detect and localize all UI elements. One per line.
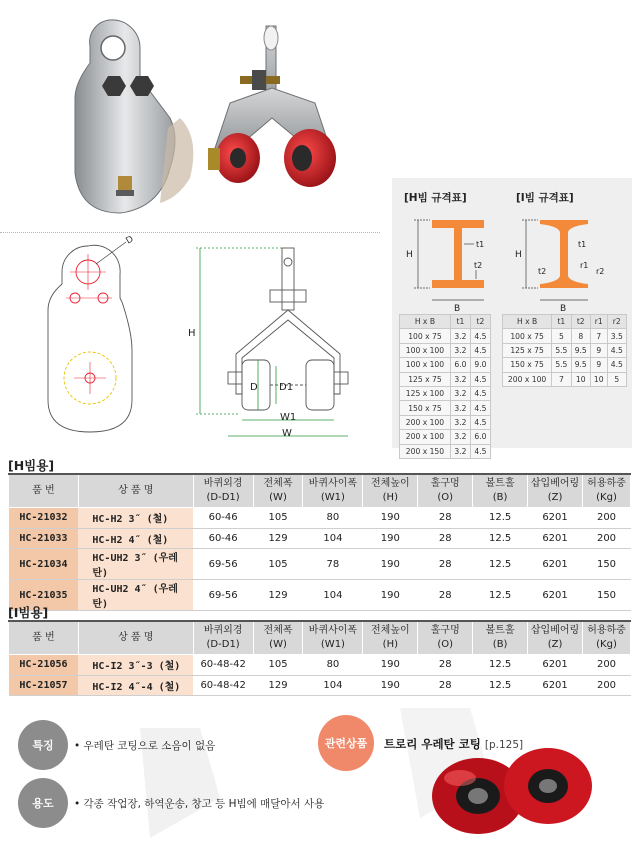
- table-cell: 6201: [528, 655, 583, 676]
- i-beam-section-label: [I빔용]: [8, 605, 49, 620]
- spec-cell: 3.5: [607, 329, 626, 343]
- header-unit: (Kg): [596, 492, 617, 503]
- table-cell: 200: [583, 508, 631, 529]
- header-unit: (Z): [547, 492, 563, 503]
- table-cell: 28: [418, 549, 473, 580]
- spec-cell: 9.0: [470, 358, 490, 372]
- product-code: HC-21034: [9, 549, 79, 580]
- spec-cell: 125 x 75: [400, 372, 451, 386]
- table-header-cell: [363, 621, 418, 655]
- h-beam-h-label: H: [406, 250, 413, 260]
- spec-cell: 7: [590, 329, 607, 343]
- h-beam-spec-table: [399, 314, 491, 459]
- spec-cell: 125 x 100: [400, 386, 451, 400]
- i-beam-diagram: [515, 220, 604, 314]
- table-header-cell: [78, 474, 193, 508]
- h-beam-spec-title: [H빔 규격표]: [404, 192, 467, 204]
- spec-row: [503, 343, 627, 357]
- table-header-cell: [9, 621, 79, 655]
- header-label: 볼트홀: [485, 478, 515, 489]
- header-label: 상 품 명: [118, 485, 154, 496]
- table-cell: 200: [583, 655, 631, 676]
- header-label: 전체높이: [371, 625, 410, 636]
- spec-cell: 125 x 75: [503, 343, 552, 357]
- table-header-cell: [253, 621, 303, 655]
- spec-cell: 3.2: [450, 386, 470, 400]
- spec-cell: 3.2: [450, 415, 470, 429]
- spec-cell: 3.2: [450, 401, 470, 415]
- spec-header-cell: t1: [552, 315, 571, 329]
- table-cell: 129: [253, 675, 303, 696]
- spec-cell: 5: [607, 372, 626, 386]
- spec-cell: 3.2: [450, 329, 470, 343]
- table-cell: 129: [253, 580, 303, 611]
- header-unit: (O): [437, 492, 454, 503]
- related-title-text: 트로리 우레탄 코팅: [384, 737, 481, 751]
- spec-cell: 5.5: [552, 343, 571, 357]
- beam-diagrams: [392, 206, 632, 314]
- table-cell: 104: [303, 675, 363, 696]
- table-header-cell: [583, 474, 631, 508]
- header-label: 품 번: [32, 485, 55, 496]
- table-cell: 105: [253, 508, 303, 529]
- table-cell: 28: [418, 655, 473, 676]
- table-cell: 28: [418, 528, 473, 549]
- product-code: HC-21056: [9, 655, 79, 676]
- spec-cell: 4.5: [470, 415, 490, 429]
- spec-cell: 4.5: [470, 372, 490, 386]
- spec-cell: 4.5: [470, 329, 490, 343]
- table-header-cell: [473, 474, 528, 508]
- header-label: 상 품 명: [118, 632, 154, 643]
- drawing-w-label: W: [282, 428, 292, 439]
- table-header-cell: [418, 621, 473, 655]
- table-cell: 28: [418, 675, 473, 696]
- table-cell: 28: [418, 580, 473, 611]
- table-cell: 105: [253, 549, 303, 580]
- spec-cell: 3.2: [450, 444, 470, 458]
- h-beam-b-label: B: [454, 304, 461, 314]
- table-cell: 150: [583, 580, 631, 611]
- spec-cell: 9.5: [571, 343, 590, 357]
- related-page-ref: [p.125]: [484, 739, 524, 751]
- header-label: 바퀴외경: [203, 478, 243, 489]
- spec-cell: 4.5: [607, 343, 626, 357]
- table-cell: 190: [363, 528, 418, 549]
- table-cell: 190: [363, 508, 418, 529]
- i-beam-spec-title: [I빔 규격표]: [516, 192, 574, 204]
- table-cell: 60-46: [193, 528, 253, 549]
- table-row: [9, 528, 631, 549]
- i-beam-t2-label: t2: [538, 267, 547, 276]
- header-unit: (W): [269, 492, 287, 503]
- header-label: 허용하중: [587, 625, 626, 636]
- table-cell: 69-56: [193, 580, 253, 611]
- spec-header-cell: H x B: [400, 315, 451, 329]
- header-unit: (B): [492, 639, 508, 650]
- drawing-h-label: H: [188, 328, 196, 339]
- header-label: 홀구멍: [430, 478, 460, 489]
- table-cell: 12.5: [473, 675, 528, 696]
- spec-cell: 200 x 100: [503, 372, 552, 386]
- related-title: [384, 736, 523, 752]
- table-header-cell: [193, 621, 253, 655]
- spec-header-cell: r1: [590, 315, 607, 329]
- product-code: HC-21057: [9, 675, 79, 696]
- spec-row: [400, 386, 491, 400]
- header-unit: (H): [382, 639, 398, 650]
- table-row: [9, 580, 631, 611]
- spec-cell: 4.5: [607, 358, 626, 372]
- header-unit: (H): [382, 492, 398, 503]
- i-beam-h-label: H: [515, 250, 522, 260]
- header-unit: (W1): [320, 492, 345, 503]
- spec-cell: 100 x 75: [400, 329, 451, 343]
- spec-cell: 100 x 100: [400, 358, 451, 372]
- product-code: HC-21032: [9, 508, 79, 529]
- header-label: 전체높이: [371, 478, 410, 489]
- header-label: 홀구멍: [430, 625, 460, 636]
- spec-header-cell: H x B: [503, 315, 552, 329]
- h-beam-product-table: [8, 473, 631, 611]
- table-header-cell: [78, 621, 193, 655]
- product-name: HC-H2 3˝ (철): [78, 508, 193, 529]
- header-label: 바퀴사이폭: [308, 478, 358, 489]
- spec-cell: 200 x 100: [400, 415, 451, 429]
- spec-cell: 8: [571, 329, 590, 343]
- table-cell: 104: [303, 580, 363, 611]
- header-label: 전체폭: [263, 625, 293, 636]
- h-beam-section-label: [H빔용]: [8, 458, 55, 473]
- i-beam-product-table: [8, 620, 631, 696]
- product-code: HC-21033: [9, 528, 79, 549]
- header-unit: (B): [492, 492, 508, 503]
- table-cell: 190: [363, 675, 418, 696]
- header-unit: (W): [269, 639, 287, 650]
- table-cell: 6201: [528, 549, 583, 580]
- spec-row: [400, 415, 491, 429]
- dia-label: D: [124, 234, 136, 247]
- table-cell: 190: [363, 549, 418, 580]
- header-label: 볼트홀: [485, 625, 515, 636]
- header-label: 삽입베어링: [530, 478, 580, 489]
- product-code: HC-21035: [9, 580, 79, 611]
- header-unit: (O): [437, 639, 454, 650]
- table-header-cell: [528, 474, 583, 508]
- header-label: 허용하중: [587, 478, 626, 489]
- table-row: [9, 508, 631, 529]
- product-name: HC-H2 4˝ (철): [78, 528, 193, 549]
- h-beam-diagram: [406, 220, 484, 314]
- beam-spec-panel: [392, 178, 632, 456]
- table-row: [9, 675, 631, 696]
- bottom-background: [0, 708, 639, 857]
- i-beam-b-label: B: [560, 304, 567, 314]
- table-header-cell: [418, 474, 473, 508]
- spec-header-cell: r2: [607, 315, 626, 329]
- table-cell: 28: [418, 508, 473, 529]
- table-cell: 60-46: [193, 508, 253, 529]
- product-name: HC-I2 4˝-4 (철): [78, 675, 193, 696]
- table-header-cell: [303, 621, 363, 655]
- product-name: HC-I2 3˝-3 (철): [78, 655, 193, 676]
- spec-cell: 9: [590, 343, 607, 357]
- table-cell: 105: [253, 655, 303, 676]
- spec-cell: 200 x 100: [400, 430, 451, 444]
- trolley-photo: [40, 8, 360, 223]
- i-beam-spec-table: [502, 314, 627, 387]
- table-cell: 69-56: [193, 549, 253, 580]
- table-header-cell: [583, 621, 631, 655]
- spec-cell: 6.0: [470, 430, 490, 444]
- spec-cell: 150 x 75: [400, 401, 451, 415]
- header-label: 바퀴외경: [203, 625, 243, 636]
- spec-cell: 10: [571, 372, 590, 386]
- table-cell: 78: [303, 549, 363, 580]
- header-unit: (Kg): [596, 639, 617, 650]
- table-header-cell: [193, 474, 253, 508]
- spec-cell: 9: [590, 358, 607, 372]
- spec-row: [400, 372, 491, 386]
- spec-cell: 4.5: [470, 386, 490, 400]
- spec-row: [400, 401, 491, 415]
- spec-row: [400, 444, 491, 458]
- spec-cell: 200 x 150: [400, 444, 451, 458]
- i-beam-r2-label: r2: [596, 267, 605, 276]
- header-label: 삽입베어링: [530, 625, 580, 636]
- spec-row: [503, 372, 627, 386]
- table-cell: 190: [363, 655, 418, 676]
- header-unit: (D-D1): [206, 639, 240, 650]
- header-label: 바퀴사이폭: [308, 625, 358, 636]
- header-unit: (D-D1): [206, 492, 240, 503]
- table-cell: 12.5: [473, 655, 528, 676]
- spec-header-cell: t2: [470, 315, 490, 329]
- technical-drawings: [0, 232, 385, 450]
- spec-cell: 10: [590, 372, 607, 386]
- spec-cell: 4.5: [470, 401, 490, 415]
- features-badge: 특징: [18, 720, 68, 770]
- table-cell: 190: [363, 580, 418, 611]
- table-header-cell: [303, 474, 363, 508]
- spec-cell: 9.5: [571, 358, 590, 372]
- spec-row: [400, 343, 491, 357]
- drawing-d-label: D: [250, 382, 258, 393]
- usage-badge: 용도: [18, 778, 68, 828]
- table-cell: 12.5: [473, 508, 528, 529]
- spec-header-cell: t2: [571, 315, 590, 329]
- table-cell: 6201: [528, 528, 583, 549]
- table-cell: 200: [583, 675, 631, 696]
- spec-header-cell: t1: [450, 315, 470, 329]
- table-cell: 12.5: [473, 580, 528, 611]
- i-beam-r1-label: r1: [580, 261, 589, 270]
- product-name: HC-UH2 3˝ (우레탄): [78, 549, 193, 580]
- spec-cell: 6.0: [450, 358, 470, 372]
- h-beam-t1-label: t1: [476, 240, 485, 249]
- spec-cell: 7: [552, 372, 571, 386]
- table-cell: 6201: [528, 580, 583, 611]
- table-cell: 12.5: [473, 528, 528, 549]
- header-label: 전체폭: [263, 478, 293, 489]
- features-text: • 우레탄 코팅으로 소음이 없음: [74, 740, 216, 752]
- related-badge: 관련상품: [318, 715, 374, 771]
- spec-cell: 100 x 100: [400, 343, 451, 357]
- header-unit: (Z): [547, 639, 563, 650]
- table-cell: 6201: [528, 508, 583, 529]
- spec-cell: 4.5: [470, 444, 490, 458]
- table-cell: 200: [583, 528, 631, 549]
- spec-cell: 4.5: [470, 343, 490, 357]
- table-header-cell: [473, 621, 528, 655]
- table-cell: 12.5: [473, 549, 528, 580]
- table-header-cell: [9, 474, 79, 508]
- header-label: 품 번: [32, 632, 55, 643]
- table-row: [9, 549, 631, 580]
- spec-cell: 5.5: [552, 358, 571, 372]
- table-header-cell: [363, 474, 418, 508]
- drawing-d1-label: D1: [279, 382, 294, 393]
- spec-row: [400, 430, 491, 444]
- spec-cell: 3.2: [450, 430, 470, 444]
- table-cell: 60-48-42: [193, 655, 253, 676]
- spec-row: [400, 329, 491, 343]
- table-cell: 104: [303, 528, 363, 549]
- spec-row: [400, 358, 491, 372]
- spec-row: [503, 329, 627, 343]
- spec-cell: 3.2: [450, 343, 470, 357]
- table-header-cell: [528, 621, 583, 655]
- i-beam-t1-label: t1: [578, 240, 587, 249]
- header-unit: (W1): [320, 639, 345, 650]
- drawing-w1-label: W1: [280, 412, 297, 423]
- table-cell: 129: [253, 528, 303, 549]
- spec-cell: 100 x 75: [503, 329, 552, 343]
- spec-cell: 150 x 75: [503, 358, 552, 372]
- h-beam-t2-label: t2: [474, 261, 483, 270]
- plate-drawing: [48, 242, 132, 432]
- spec-cell: 5: [552, 329, 571, 343]
- usage-text: • 각종 작업장, 하역운송, 창고 등 H빔에 매달아서 사용: [74, 798, 325, 810]
- table-cell: 80: [303, 655, 363, 676]
- spec-row: [503, 358, 627, 372]
- table-cell: 6201: [528, 675, 583, 696]
- table-cell: 80: [303, 508, 363, 529]
- product-name: HC-UH2 4˝ (우레탄): [78, 580, 193, 611]
- spec-cell: 3.2: [450, 372, 470, 386]
- table-cell: 60-48-42: [193, 675, 253, 696]
- table-header-cell: [253, 474, 303, 508]
- table-row: [9, 655, 631, 676]
- table-cell: 150: [583, 549, 631, 580]
